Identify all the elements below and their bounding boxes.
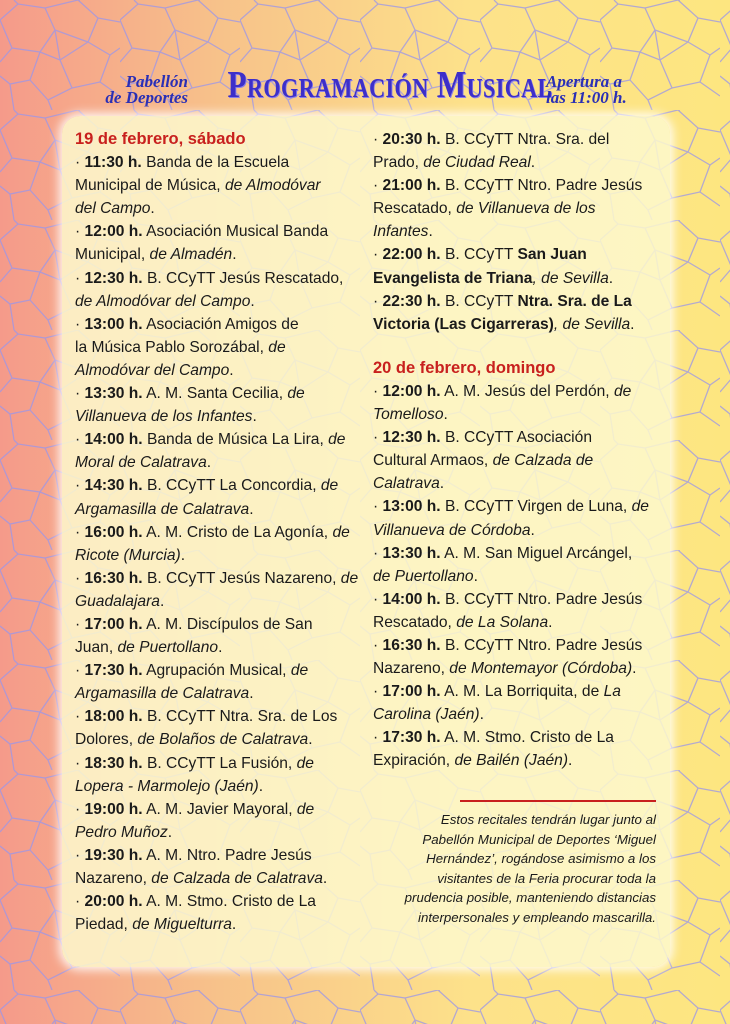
entry-band: Dolores, [75, 731, 138, 749]
entry-place: del Campo [75, 200, 151, 218]
entry-end: . [608, 269, 614, 287]
entry-end: . [232, 246, 237, 264]
entry-band: Banda de Música La Lira, [146, 431, 329, 449]
note-divider [460, 800, 656, 802]
entry-band: Municipal, [75, 246, 150, 264]
schedule-entry: · 12:00 h. Asociación Musical Banda Municipal, de Almadén. [75, 223, 329, 264]
entry-place: de [328, 431, 346, 449]
entry-band: Municipal de Música, [75, 177, 225, 195]
entry-band: B. CCyTT Asociación [444, 429, 592, 447]
entry-place: Carolina (Jaén) [373, 706, 480, 724]
entry-end: . [231, 916, 237, 934]
entry-band: B. CCyTT Ntro. Padre Jesús [444, 636, 643, 654]
entry-end: . [249, 685, 254, 703]
schedule-right-column [373, 128, 663, 773]
entry-end: . [258, 777, 264, 795]
entry-place: de [320, 477, 339, 495]
entry-time: 17:30 h. [382, 729, 441, 747]
entry-band: B. CCyTT Ntra. Sra. del [444, 131, 610, 148]
entry-end: . [206, 454, 212, 472]
entry-place: Tomelloso [373, 406, 444, 424]
entry-band: A. M. Discípulos de San [146, 615, 313, 633]
entry-time: 18:30 h. [84, 754, 143, 772]
entry-end: . [473, 567, 478, 585]
schedule-entry: · 12:30 h. B. CCyTT Jesús Rescatado, de Almodóvar del Campo. [75, 269, 344, 310]
entry-end: . [428, 223, 433, 241]
entry-band: B. CCyTT Ntro. Padre Jesús [444, 177, 643, 195]
schedule-entry: · 16:30 h. B. CCyTT Jesús Nazareno, de Guadalajara. [75, 569, 359, 610]
entry-end: . [322, 870, 328, 887]
entry-time: 12:00 h. [84, 223, 143, 241]
entry-band: A. M. Stmo. Cristo de La [444, 729, 614, 747]
entry-place: de Puertollano [117, 639, 219, 657]
entry-time: 12:30 h. [84, 269, 143, 287]
entry-time: 16:30 h. [84, 569, 143, 587]
entry-time: 13:30 h. [382, 544, 441, 562]
entry-end: . [167, 823, 173, 841]
entry-end: . [568, 752, 573, 770]
entry-place: Argamasilla de Calatrava [75, 500, 250, 518]
entry-time: 12:00 h. [382, 382, 441, 400]
entry-end: . [439, 475, 445, 493]
entry-band: Banda de la Escuela [146, 154, 290, 172]
schedule-entry: · 17:00 h. A. M. La Borriquita, de La Carolina (Jaén). [373, 683, 621, 724]
entry-time: 14:00 h. [84, 431, 143, 449]
entry-band: Nazareno, [75, 870, 152, 887]
schedule-entry: · 14:00 h. B. CCyTT Ntro. Padre Jesús Rescatado, de La Solana. [373, 590, 643, 631]
entry-place: de Miguelturra [132, 916, 232, 934]
entry-band: B. CCyTT Jesús Nazareno, [146, 569, 341, 587]
entry-time: 11:30 h. [84, 154, 142, 172]
entry-band: A. M. Stmo. Cristo de La [146, 893, 316, 911]
entry-place: de Ciudad Real [423, 154, 531, 172]
entry-band-highlight: Victoria (Las Cigarreras) [373, 315, 554, 333]
entry-place: de Puertollano [373, 567, 474, 585]
entry-place: de Bailén (Jaén) [454, 752, 569, 770]
entry-time: 13:00 h. [84, 315, 143, 333]
entry-end: . [443, 406, 448, 424]
schedule-entry: · 22:30 h. B. CCyTT Ntra. Sra. de La Victoria (Las Cigarreras), de Sevilla. [373, 292, 635, 333]
note-line: interpersonales y empleando mascarilla. [418, 909, 656, 925]
entry-place: Argamasilla de Calatrava [75, 685, 250, 703]
entry-place: Moral de Calatrava [75, 454, 207, 472]
venue-label: Pabellón de Deportes [105, 72, 188, 107]
header [0, 52, 730, 118]
entry-time: 17:00 h. [84, 615, 143, 633]
entry-place: de [340, 569, 359, 587]
entry-band: B. CCyTT Ntro. Padre Jesús [444, 590, 643, 608]
entry-end: . [250, 292, 255, 310]
entry-end: . [632, 660, 637, 678]
schedule-entry: · 16:00 h. A. M. Cristo de La Agonía, de Ricote (Murcia). [75, 523, 350, 564]
note-line: Pabellón Municipal de Deportes ‘Miguel [422, 831, 656, 847]
entry-place: La [603, 683, 621, 701]
entry-place: de Montemayor (Córdoba) [449, 660, 633, 678]
entry-band: Prado, [373, 154, 424, 172]
entry-place: de [631, 498, 649, 516]
entry-place: de [287, 385, 305, 403]
entry-time: 19:00 h. [84, 800, 143, 818]
entry-place: de Bolaños de Calatrava [137, 731, 309, 749]
entry-place: de [296, 754, 314, 772]
entry-band: B. CCyTT Virgen de Luna, [444, 498, 632, 516]
entry-band: Expiración, [373, 752, 455, 770]
entry-band-highlight: San Juan [517, 246, 587, 264]
schedule-entry: · 19:30 h. A. M. Ntro. Padre Jesús Nazareno, de Calzada de Calatrava. [75, 846, 328, 887]
entry-place: Infantes [373, 223, 429, 241]
entry-time: 20:00 h. [84, 893, 143, 911]
entry-band: Cultural Armaos, [373, 452, 493, 470]
note-text [366, 810, 656, 928]
entry-end: . [630, 315, 635, 333]
entry-time: 17:30 h. [84, 662, 143, 680]
entry-end: . [252, 408, 257, 426]
schedule-entry: · 16:30 h. B. CCyTT Ntro. Padre Jesús Nazareno, de Montemayor (Córdoba). [373, 636, 643, 678]
entry-band: B. CCyTT [444, 246, 518, 264]
entry-time: 16:30 h. [382, 636, 441, 654]
schedule-entry: · 18:00 h. B. CCyTT Ntra. Sra. de Los Dolores, de Bolaños de Calatrava. [75, 708, 338, 749]
entry-end: . [479, 706, 484, 724]
entry-band: B. CCyTT Jesús Rescatado, [146, 269, 344, 287]
entry-band-highlight: Ntra. Sra. de La [517, 292, 632, 310]
entry-place: de Almodóvar [224, 177, 321, 195]
schedule-entry: · 13:00 h. B. CCyTT Virgen de Luna, de Villanueva de Córdoba. [373, 498, 649, 539]
entry-time: 14:00 h. [382, 590, 441, 608]
entry-place: de La Solana [456, 613, 549, 631]
entry-time: 22:00 h. [382, 246, 441, 264]
entry-band: Rescatado, [373, 613, 457, 631]
schedule-entry: · 13:30 h. A. M. Santa Cecilia, de Villanueva de los Infantes. [75, 385, 305, 426]
schedule-entry: · 14:00 h. Banda de Música La Lira, de Moral de Calatrava. [75, 431, 346, 472]
entry-end: . [150, 200, 155, 218]
note-line: Hernández’, rogándose asimismo a los [426, 851, 656, 867]
entry-place: de Calzada de [492, 452, 594, 470]
entry-band: A. M. Javier Mayoral, [146, 800, 297, 818]
entry-band: Juan, [75, 639, 118, 657]
entry-place: Almodóvar del Campo [75, 361, 230, 379]
entry-end: . [249, 500, 254, 518]
schedule-entry: · 22:00 h. B. CCyTT San Juan Evangelista de Triana, de Sevilla. [373, 246, 614, 287]
entry-place: de Villanueva de los [456, 200, 596, 218]
day-heading-sunday: 20 de febrero, domingo [373, 358, 556, 377]
schedule-entry: · 12:30 h. B. CCyTT Asociación Cultural Armaos, de Calzada de Calatrava. [373, 429, 594, 493]
entry-band: B. CCyTT La Fusión, [146, 754, 297, 772]
entry-end: . [548, 613, 553, 631]
entry-band: Nazareno, [373, 660, 450, 678]
schedule-left-column [75, 128, 365, 936]
entry-end: . [530, 521, 535, 539]
entry-place: Villanueva de los Infantes [75, 408, 253, 426]
entry-band: A. M. Jesús del Perdón, [444, 382, 614, 400]
day-heading-saturday: 19 de febrero, sábado [75, 130, 246, 148]
entry-band: B. CCyTT [444, 292, 518, 310]
entry-time: 22:30 h. [382, 292, 441, 310]
entry-place: , de Sevilla [532, 269, 609, 287]
entry-time: 16:00 h. [84, 523, 143, 541]
schedule-entry: · 21:00 h. B. CCyTT Ntro. Padre Jesús Rescatado, de Villanueva de los Infantes. [373, 177, 643, 241]
entry-place: Lopera - Marmolejo (Jaén) [75, 777, 259, 795]
schedule-entry: · 12:00 h. A. M. Jesús del Perdón, de Tomelloso. [373, 382, 632, 424]
schedule-entry: · 20:30 h. B. CCyTT Ntra. Sra. del Prado, de Ciudad Real. [373, 131, 610, 172]
schedule-entry: · 13:30 h. A. M. San Miguel Arcángel, de Puertollano. [373, 544, 633, 585]
note-line: visitantes de la Feria procurar toda la [437, 870, 656, 886]
schedule-entry: · 17:30 h. Agrupación Musical, de Argamasilla de Calatrava. [75, 662, 309, 703]
schedule-entry: · 20:00 h. A. M. Stmo. Cristo de La Piedad, de Miguelturra. [75, 893, 316, 934]
schedule-entry: · 13:00 h. Asociación Amigos de la Música Pablo Sorozábal, de Almodóvar del Campo. [75, 315, 299, 379]
entry-band: Asociación Amigos de [146, 315, 299, 333]
entry-place: de Almadén [149, 246, 233, 264]
entry-place: de [296, 800, 315, 818]
schedule-entry: · 17:30 h. A. M. Stmo. Cristo de La Expiración, de Bailén (Jaén). [373, 729, 614, 770]
entry-end: . [229, 361, 234, 379]
entry-place: de [290, 662, 309, 680]
entry-band-highlight: Evangelista de Triana [373, 269, 533, 287]
entry-time: 13:00 h. [382, 498, 441, 516]
entry-end: . [218, 639, 223, 657]
entry-band: Piedad, [75, 916, 133, 934]
entry-time: 13:30 h. [84, 385, 143, 403]
entry-place: Pedro Muñoz [75, 823, 168, 841]
entry-band: Asociación Musical Banda [146, 223, 329, 241]
entry-band: B. CCyTT La Concordia, [146, 477, 321, 495]
entry-place: de [332, 523, 350, 541]
entry-band: B. CCyTT Ntra. Sra. de Los [146, 708, 338, 726]
entry-place: de Calzada de Calatrava [151, 870, 323, 887]
opening-time-label: Apertura a las 11:00 h. [546, 72, 627, 107]
entry-time: 12:30 h. [382, 429, 441, 447]
page-title: Programación Musical [227, 64, 553, 106]
entry-place: de [613, 382, 632, 400]
entry-time: 17:00 h. [382, 683, 441, 701]
entry-band: Rescatado, [373, 200, 457, 218]
entry-band: A. M. Santa Cecilia, [146, 385, 288, 403]
entry-place: Calatrava [373, 475, 440, 493]
entry-time: 14:30 h. [84, 477, 143, 495]
entry-time: 20:30 h. [382, 131, 441, 148]
entry-time: 18:00 h. [84, 708, 143, 726]
schedule-entry: · 18:30 h. B. CCyTT La Fusión, de Lopera - Marmolejo (Jaén). [75, 754, 314, 795]
schedule-entry: · 11:30 h. Banda de la Escuela Municipal de Música, de Almodóvar del Campo. [75, 154, 321, 218]
entry-band: Agrupación Musical, [146, 662, 291, 680]
entry-end: . [308, 731, 313, 749]
entry-place: Ricote (Murcia) [75, 546, 181, 564]
schedule-entry: · 19:00 h. A. M. Javier Mayoral, de Pedro Muñoz. [75, 800, 315, 841]
entry-place: de Almodóvar del Campo [75, 292, 251, 310]
entry-band: A. M. San Miguel Arcángel, [444, 544, 633, 562]
entry-band: A. M. Ntro. Padre Jesús [146, 846, 312, 864]
entry-end: . [530, 154, 536, 172]
entry-band: A. M. Cristo de La Agonía, [146, 523, 333, 541]
schedule-entry: · 17:00 h. A. M. Discípulos de San Juan, de Puertollano. [75, 615, 313, 657]
entry-place: Villanueva de Córdoba [373, 521, 531, 539]
entry-place: de [268, 338, 286, 356]
entry-band: A. M. La Borriquita, de [444, 683, 604, 701]
note-line: prudencia posible, manteniendo distancias [404, 890, 656, 906]
schedule-entry: · 14:30 h. B. CCyTT La Concordia, de Argamasilla de Calatrava. [75, 477, 339, 518]
entry-band: la Música Pablo Sorozábal, [75, 338, 269, 356]
entry-end: . [159, 592, 165, 610]
entry-place: , de Sevilla [553, 315, 631, 333]
entry-time: 21:00 h. [382, 177, 441, 195]
entry-end: . [180, 546, 186, 564]
entry-place: Guadalajara [75, 592, 160, 610]
entry-time: 19:30 h. [84, 846, 143, 864]
note-line: Estos recitales tendrán lugar junto al [440, 812, 656, 827]
